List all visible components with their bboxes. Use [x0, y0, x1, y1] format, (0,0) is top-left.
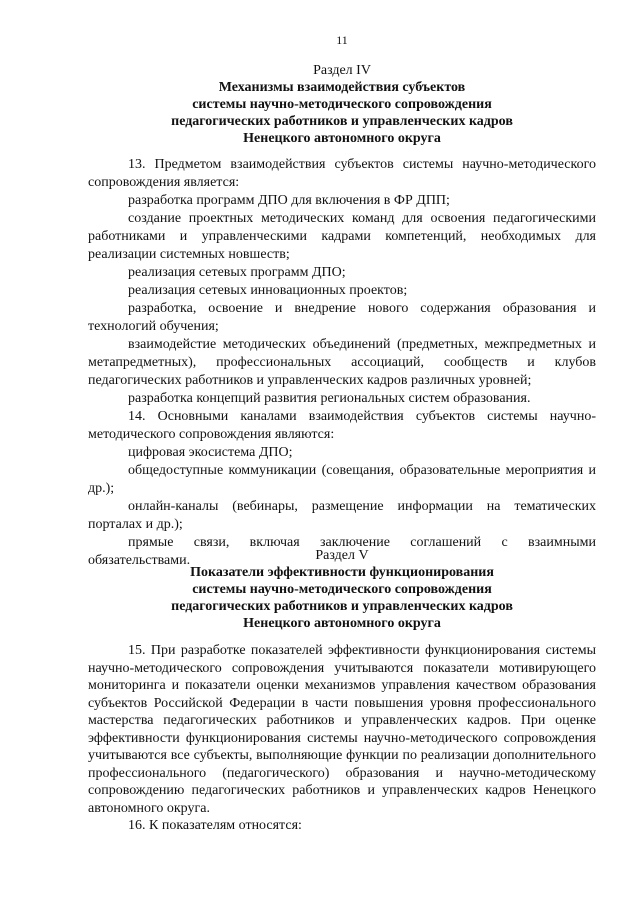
section-5-title-line: системы научно-методического сопровождения — [192, 582, 492, 597]
paragraph: 14. Основными каналами взаимодействия субъектов системы научно-методического сопровождения являются: — [88, 409, 596, 442]
section-4-title-line: Механизмы взаимодействия субъектов — [218, 80, 466, 95]
paragraph: 15. При разработке показателей эффективности функционирования системы научно-методического сопровождения учитываются показатели мотивирующего мониторинга и показатели оценки механизмов управления качеством образования субъектов Российской Федерации в части повышения уровня профессионального мастерства педагогических работников и управленческих кадров. При оценке эффективности функционирования системы научно-методического сопровождения учитываются все субъекты, выполняющие функции по реализации дополнительного профессионального (педагогического) образования и научно-методическому сопровождению педагогических работников и управленческих кадров Ненецкого автономного округа. — [88, 643, 596, 816]
section-5-title-line: педагогических работников и управленческих кадров — [171, 599, 513, 614]
paragraph: разработка, освоение и внедрение нового содержания образования и технологий обучения; — [88, 301, 596, 334]
section-5-label: Раздел V — [315, 548, 369, 563]
section-5-heading — [88, 547, 596, 632]
section-4-label: Раздел IV — [313, 63, 371, 78]
paragraph: взаимодейстие методических объединений (предметных, межпредметных и метапредметных), профессиональных ассоциаций, сообществ и клубов педагогических работников и управленческих кадров различных уровней; — [88, 337, 596, 388]
page-number: 11 — [336, 33, 348, 47]
paragraph: разработка концепций развития региональных систем образования. — [128, 391, 531, 406]
section-4-title-line: педагогических работников и управленческих кадров — [171, 114, 513, 129]
paragraph: 13. Предметом взаимодействия субъектов системы научно-методического сопровождения является: — [88, 157, 596, 190]
paragraph: онлайн-каналы (вебинары, размещение информации на тематических порталах и др.); — [88, 499, 596, 532]
section-4-heading — [88, 62, 596, 147]
paragraph: общедоступные коммуникации (совещания, образовательные мероприятия и др.); — [88, 463, 596, 496]
paragraph: 16. К показателям относятся: — [128, 818, 302, 833]
paragraph: реализация сетевых программ ДПО; — [128, 265, 346, 280]
section-4-body — [88, 156, 596, 570]
section-4-title-line: системы научно-методического сопровождения — [192, 97, 492, 112]
section-5-title-line: Показатели эффективности функционирования — [190, 565, 494, 580]
paragraph: создание проектных методических команд для освоения педагогическими работниками и управленческими кадрами компетенций, необходимых для реализации системных новшеств; — [88, 211, 596, 262]
paragraph: разработка программ ДПО для включения в ФР ДПП; — [128, 193, 450, 208]
paragraph: прямые связи, включая заключение соглашений с взаимными обязательствами. — [88, 535, 596, 568]
paragraph: цифровая экосистема ДПО; — [128, 445, 293, 460]
section-5-body — [88, 642, 596, 835]
paragraph: реализация сетевых инновационных проектов; — [128, 283, 408, 298]
section-4-title-line: Ненецкого автономного округа — [243, 131, 441, 146]
section-5-title-line: Ненецкого автономного округа — [243, 616, 441, 631]
